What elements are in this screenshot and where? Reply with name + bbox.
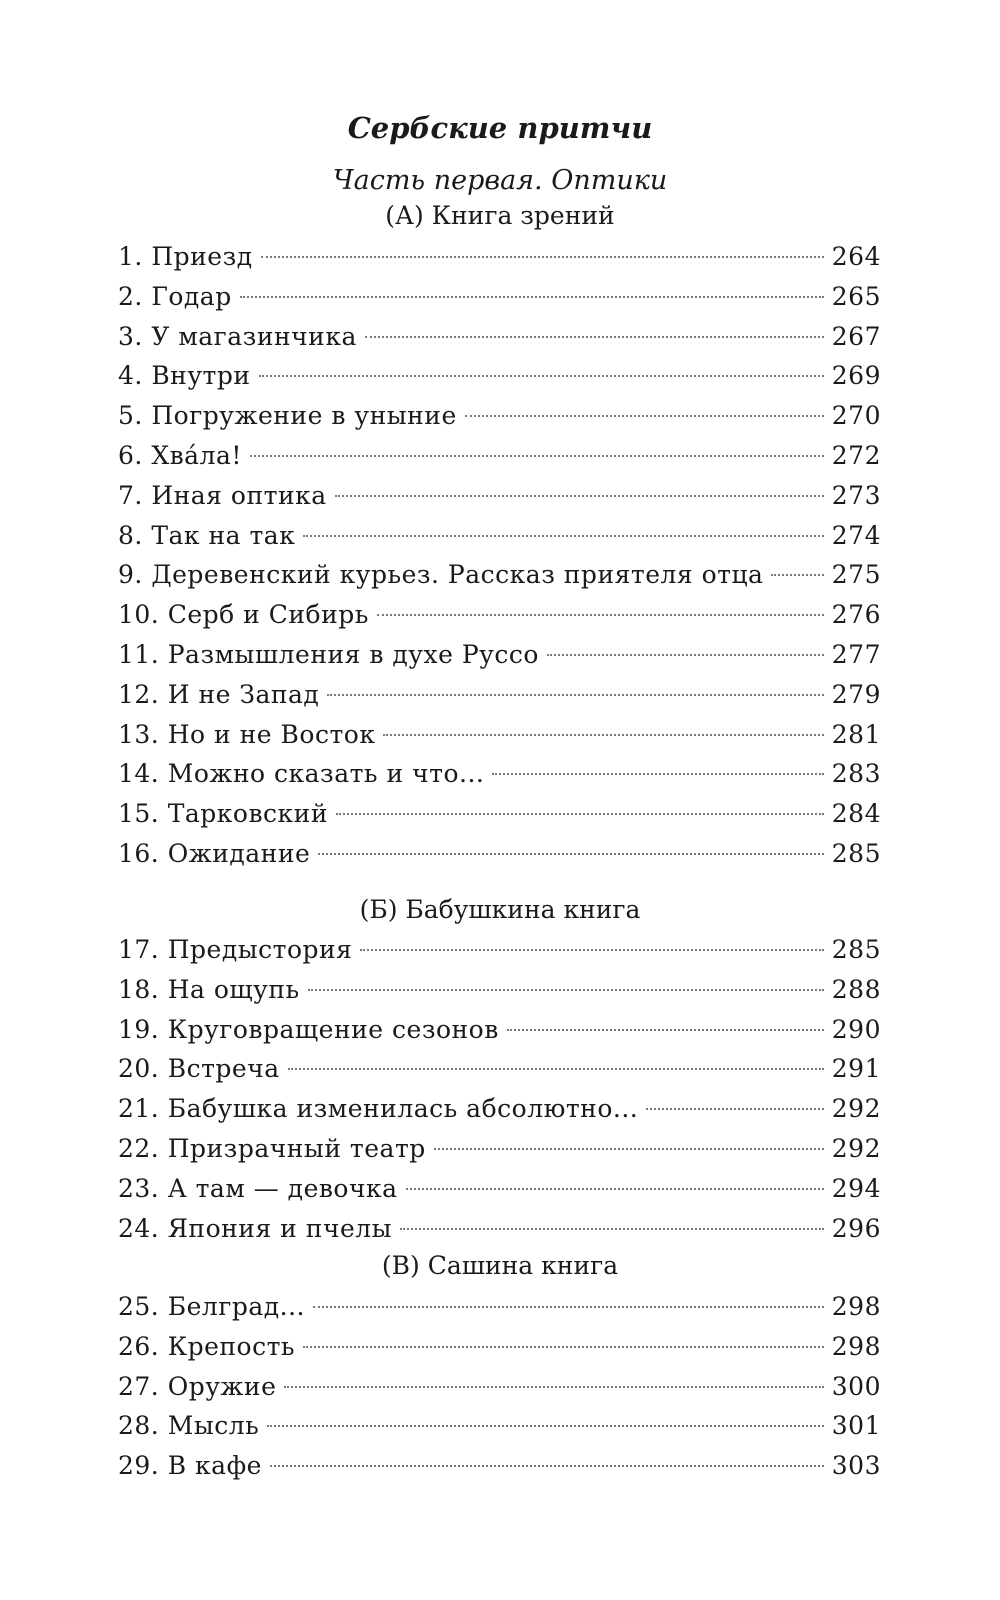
entry-number: 2. bbox=[118, 281, 143, 311]
entry-title: Тарковский bbox=[167, 799, 329, 829]
section-heading-b: (Б) Бабушкина книга bbox=[359, 895, 641, 924]
entry-page: 274 bbox=[831, 520, 881, 550]
toc-entry[interactable] bbox=[118, 1370, 881, 1410]
entry-page: 303 bbox=[831, 1451, 881, 1481]
entry-page: 283 bbox=[831, 759, 881, 789]
entry-page: 264 bbox=[831, 242, 881, 271]
toc-entry[interactable] bbox=[118, 1449, 881, 1489]
toc-entry[interactable] bbox=[118, 359, 881, 399]
entry-title: Крепость bbox=[167, 1331, 296, 1361]
entry-number: 28. bbox=[118, 1411, 160, 1441]
entry-page: 281 bbox=[831, 719, 881, 749]
toc-entry[interactable] bbox=[118, 1013, 881, 1053]
dot-leader bbox=[360, 949, 823, 951]
dot-leader bbox=[240, 296, 824, 298]
dot-leader bbox=[288, 1068, 824, 1070]
toc-entry[interactable] bbox=[118, 718, 881, 758]
dot-leader bbox=[492, 773, 823, 775]
entry-number: 21. bbox=[118, 1094, 160, 1124]
toc-entry[interactable] bbox=[118, 638, 881, 678]
entry-number: 8. bbox=[118, 520, 143, 550]
toc-list-section-v bbox=[118, 1290, 881, 1489]
toc-entry[interactable] bbox=[118, 598, 881, 638]
entry-page: 272 bbox=[831, 440, 881, 470]
entry-title: Бабушка изменилась абсолютно... bbox=[167, 1094, 639, 1124]
part-title: Часть первая. Оптики bbox=[332, 165, 668, 196]
entry-page: 285 bbox=[831, 838, 881, 868]
toc-entry[interactable] bbox=[118, 519, 881, 559]
entry-title: И не Запад bbox=[167, 679, 320, 709]
toc-entry[interactable] bbox=[118, 399, 881, 439]
toc-entry[interactable] bbox=[118, 1330, 881, 1370]
toc-entry[interactable] bbox=[118, 933, 881, 973]
entry-title: Так на так bbox=[151, 520, 296, 550]
dot-leader bbox=[365, 336, 824, 338]
dot-leader bbox=[303, 535, 823, 537]
toc-entry[interactable] bbox=[118, 439, 881, 479]
dot-leader bbox=[284, 1386, 823, 1388]
dot-leader bbox=[771, 574, 823, 576]
toc-entry[interactable] bbox=[118, 240, 881, 280]
entry-number: 3. bbox=[118, 321, 143, 351]
entry-title: Размышления в духе Руссо bbox=[167, 639, 539, 669]
entry-title: Годар bbox=[151, 281, 232, 311]
dot-leader bbox=[646, 1108, 824, 1110]
entry-number: 29. bbox=[118, 1451, 160, 1481]
entry-page: 270 bbox=[831, 401, 881, 431]
toc-entry[interactable] bbox=[118, 678, 881, 718]
entry-page: 269 bbox=[831, 361, 881, 391]
entry-page: 277 bbox=[831, 639, 881, 669]
dot-leader bbox=[434, 1148, 824, 1150]
entry-number: 26. bbox=[118, 1331, 160, 1361]
dot-leader bbox=[308, 989, 824, 991]
entry-page: 265 bbox=[831, 281, 881, 311]
entry-title: А там — девочка bbox=[167, 1173, 398, 1203]
entry-title: Внутри bbox=[151, 361, 251, 391]
entry-title: Можно сказать и что... bbox=[167, 759, 485, 789]
entry-title: Призрачный театр bbox=[167, 1133, 426, 1163]
entry-page: 279 bbox=[831, 679, 881, 709]
dot-leader bbox=[313, 1306, 824, 1308]
entry-number: 19. bbox=[118, 1014, 160, 1044]
entry-title: Мысль bbox=[167, 1411, 260, 1441]
entry-number: 12. bbox=[118, 679, 160, 709]
entry-number: 9. bbox=[118, 560, 143, 590]
entry-page: 298 bbox=[831, 1292, 881, 1321]
entry-page: 292 bbox=[831, 1133, 881, 1163]
entry-number: 10. bbox=[118, 600, 160, 630]
toc-entry[interactable] bbox=[118, 1172, 881, 1212]
entry-title: У магазинчика bbox=[151, 321, 357, 351]
toc-entry[interactable] bbox=[118, 1290, 881, 1330]
entry-page: 301 bbox=[831, 1411, 881, 1441]
entry-title: Круговращение сезонов bbox=[167, 1014, 499, 1044]
dot-leader bbox=[318, 853, 823, 855]
entry-title: Оружие bbox=[167, 1371, 277, 1401]
dot-leader bbox=[267, 1425, 824, 1427]
section-heading-a: (А) Книга зрений bbox=[385, 201, 615, 230]
entry-number: 23. bbox=[118, 1173, 160, 1203]
entry-title: Но и не Восток bbox=[167, 719, 376, 749]
entry-title: Хва́ла! bbox=[151, 440, 242, 470]
entry-title: Встреча bbox=[167, 1054, 280, 1084]
dot-leader bbox=[507, 1029, 824, 1031]
dot-leader bbox=[303, 1346, 824, 1348]
entry-title: Деревенский курьез. Рассказ приятеля отца bbox=[151, 560, 764, 590]
entry-number: 25. bbox=[118, 1292, 160, 1321]
entry-number: 5. bbox=[118, 401, 143, 431]
entry-title: Предыстория bbox=[167, 935, 353, 964]
entry-number: 16. bbox=[118, 838, 160, 868]
entry-page: 273 bbox=[831, 480, 881, 510]
toc-entry[interactable] bbox=[118, 1092, 881, 1132]
entry-page: 300 bbox=[831, 1371, 881, 1401]
toc-list-section-a bbox=[118, 240, 881, 877]
entry-number: 22. bbox=[118, 1133, 160, 1163]
dot-leader bbox=[465, 415, 824, 417]
toc-entry[interactable] bbox=[118, 797, 881, 837]
toc-entry[interactable] bbox=[118, 973, 881, 1013]
toc-entry[interactable] bbox=[118, 1132, 881, 1172]
entry-page: 292 bbox=[831, 1094, 881, 1124]
entry-page: 275 bbox=[831, 560, 881, 590]
entry-number: 27. bbox=[118, 1371, 160, 1401]
entry-number: 24. bbox=[118, 1213, 160, 1243]
dot-leader bbox=[335, 495, 824, 497]
entry-page: 267 bbox=[831, 321, 881, 351]
toc-entry[interactable] bbox=[118, 837, 881, 877]
entry-number: 7. bbox=[118, 480, 143, 510]
entry-number: 4. bbox=[118, 361, 143, 391]
entry-page: 276 bbox=[831, 600, 881, 630]
toc-list-section-b bbox=[118, 933, 881, 1251]
dot-leader bbox=[327, 694, 823, 696]
entry-page: 290 bbox=[831, 1014, 881, 1044]
toc-entry[interactable] bbox=[118, 280, 881, 320]
entry-title: Серб и Сибирь bbox=[167, 600, 369, 630]
dot-leader bbox=[270, 1465, 824, 1467]
entry-number: 15. bbox=[118, 799, 160, 829]
dot-leader bbox=[406, 1188, 824, 1190]
entry-title: Белград... bbox=[167, 1292, 306, 1321]
toc-entry[interactable] bbox=[118, 1052, 881, 1092]
entry-page: 296 bbox=[831, 1213, 881, 1243]
entry-title: Иная оптика bbox=[151, 480, 327, 510]
dot-leader bbox=[377, 614, 824, 616]
entry-number: 6. bbox=[118, 440, 143, 470]
entry-number: 20. bbox=[118, 1054, 160, 1084]
section-heading-v: (В) Сашина книга bbox=[381, 1251, 619, 1280]
entry-page: 285 bbox=[831, 935, 881, 964]
entry-title: Приезд bbox=[151, 242, 253, 271]
entry-number: 1. bbox=[118, 242, 143, 271]
entry-page: 288 bbox=[831, 974, 881, 1004]
entry-number: 18. bbox=[118, 974, 160, 1004]
dot-leader bbox=[383, 734, 823, 736]
dot-leader bbox=[336, 813, 824, 815]
toc-entry[interactable] bbox=[118, 479, 881, 519]
entry-title: Ожидание bbox=[167, 838, 311, 868]
toc-entry[interactable] bbox=[118, 320, 881, 360]
dot-leader bbox=[259, 375, 824, 377]
toc-entry[interactable] bbox=[118, 558, 881, 598]
dot-leader bbox=[400, 1228, 824, 1230]
toc-entry[interactable] bbox=[118, 1212, 881, 1252]
dot-leader bbox=[250, 455, 824, 457]
entry-title: В кафе bbox=[167, 1451, 262, 1481]
toc-entry[interactable] bbox=[118, 757, 881, 797]
book-title: Сербские притчи bbox=[347, 111, 653, 145]
entry-page: 291 bbox=[831, 1054, 881, 1084]
entry-number: 13. bbox=[118, 719, 160, 749]
entry-title: Погружение в уныние bbox=[151, 401, 457, 431]
toc-entry[interactable] bbox=[118, 1409, 881, 1449]
dot-leader bbox=[261, 256, 824, 258]
entry-number: 11. bbox=[118, 639, 160, 669]
entry-number: 14. bbox=[118, 759, 160, 789]
entry-page: 294 bbox=[831, 1173, 881, 1203]
dot-leader bbox=[547, 654, 824, 656]
entry-title: Япония и пчелы bbox=[167, 1213, 393, 1243]
entry-title: На ощупь bbox=[167, 974, 300, 1004]
entry-number: 17. bbox=[118, 935, 160, 964]
entry-page: 284 bbox=[831, 799, 881, 829]
entry-page: 298 bbox=[831, 1331, 881, 1361]
